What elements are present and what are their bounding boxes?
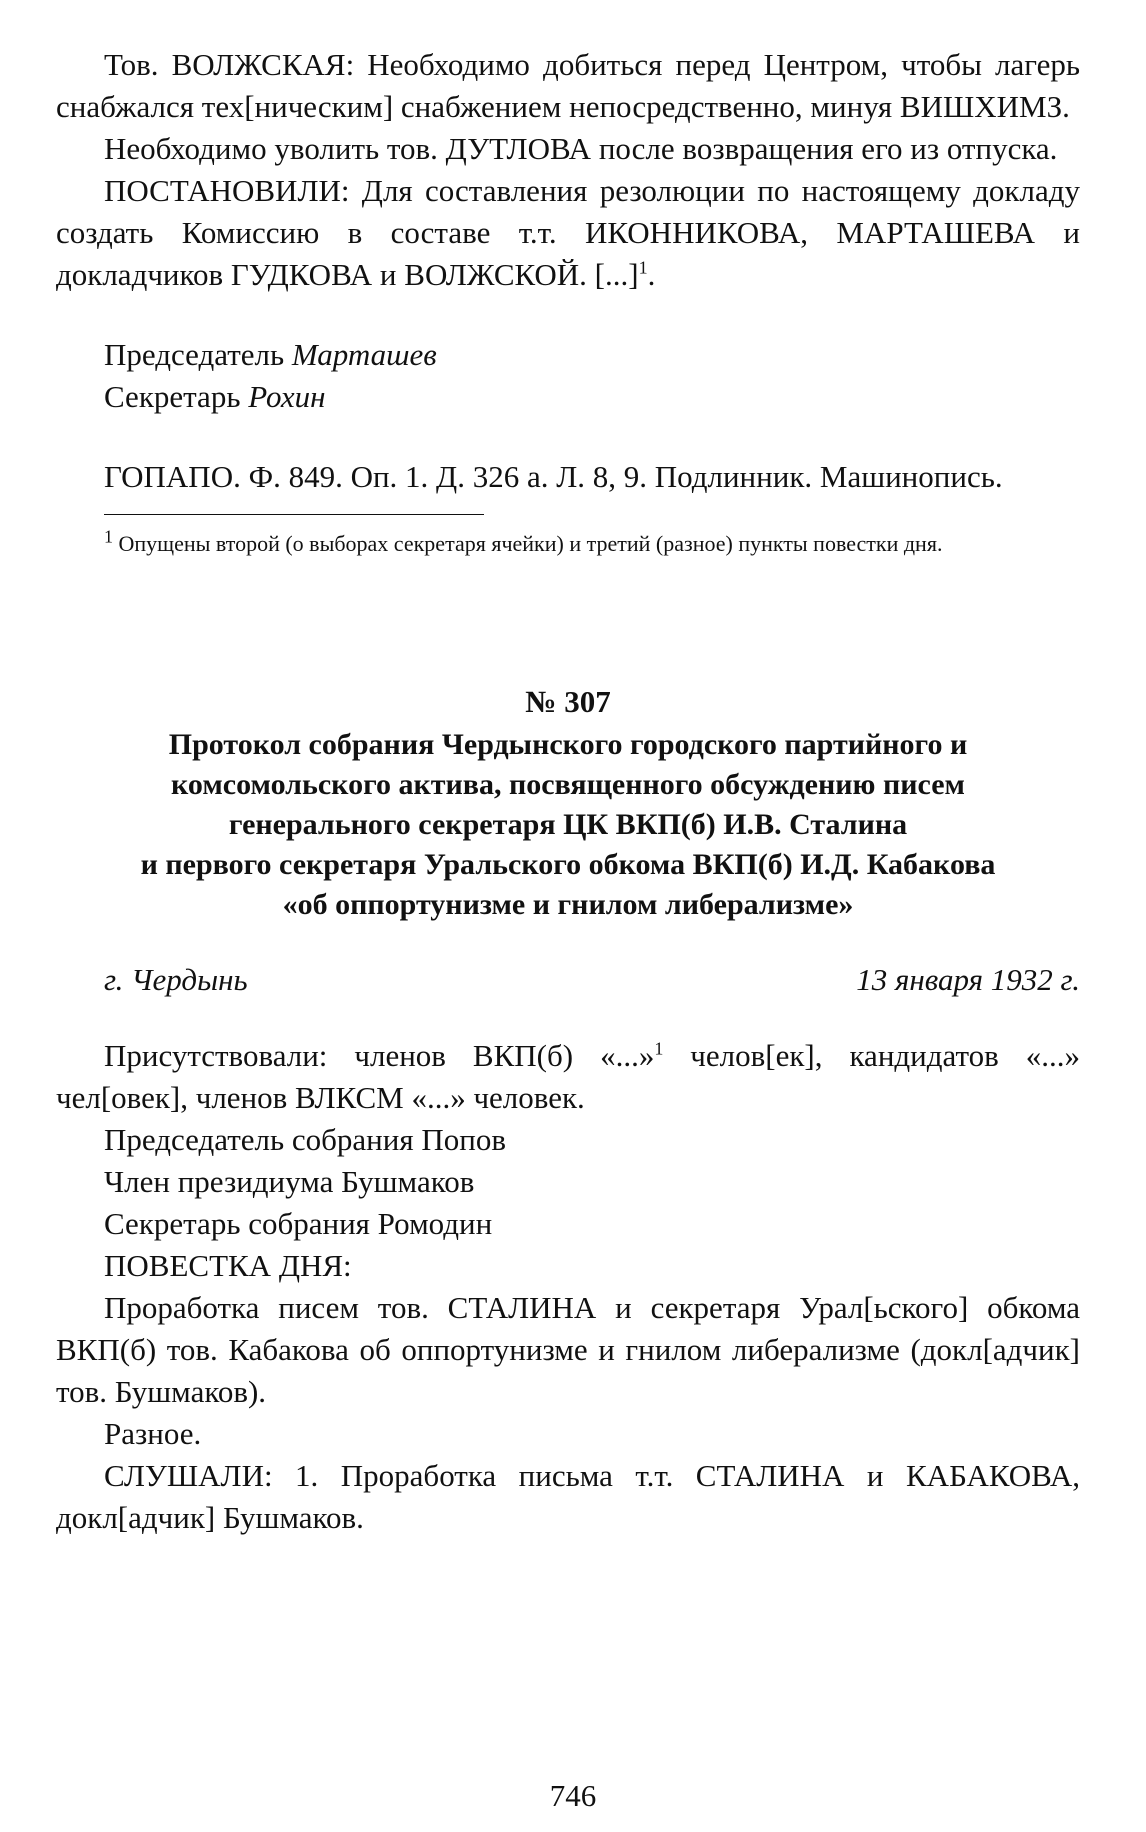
- document-date: 13 января 1932 г.: [856, 962, 1080, 997]
- attendance-b: челов[ек], кандидатов «...» чел[овек], членов ВЛКСМ «...» человек.: [56, 1038, 1081, 1115]
- secretary-name: Рохин: [248, 379, 326, 414]
- archive-reference: ГОПАПО. Ф. 849. Оп. 1. Д. 326 а. Л. 8, 9. Подлинник. Машинопись.: [104, 459, 1003, 494]
- agenda-label: ПОВЕСТКА ДНЯ:: [104, 1248, 352, 1283]
- paragraph-resolved: [56, 170, 1080, 296]
- document-page: [56, 44, 1080, 1539]
- footnote-1: [56, 526, 1080, 559]
- title-line-3: и первого секретаря Уральского обкома ВКП(б) И.Д. Кабакова: [140, 848, 996, 881]
- attendance-a: Присутствовали: членов ВКП(б) «...»: [104, 1038, 655, 1073]
- resolved-end: .: [647, 257, 656, 292]
- agenda-item-2: Разное.: [104, 1416, 202, 1451]
- attendance: [56, 1035, 1080, 1119]
- chair-label: Председатель: [104, 337, 285, 372]
- footnote-1-text: Опущены второй (о выборах секретаря ячейки) и третий (разное) пункты повестки дня.: [118, 531, 943, 556]
- protocol-body: [56, 1035, 1080, 1539]
- chair-name: Марташев: [291, 337, 437, 372]
- resolved-text: ПОСТАНОВИЛИ: Для составления резолюции по настоящему докладу создать Комиссию в составе т.т. ИКОННИКОВА, МАРТАШЕВА и докладчиков ГУДКОВА и ВОЛЖСКОЙ. [...]: [56, 173, 1080, 292]
- title-line-1: Протокол собрания Чердынского городского партийного и комсомольского актива, посвященного обсуждению писем: [168, 728, 968, 801]
- heard-item-1: СЛУШАЛИ: 1. Проработка письма т.т. СТАЛИНА и КАБАКОВА, докл[адчик] Бушмаков.: [56, 1458, 1080, 1535]
- secretary-signature: [56, 376, 1080, 418]
- presidium-member: Член президиума Бушмаков: [104, 1164, 475, 1199]
- title-line-4: «об оппортунизме и гнилом либерализме»: [282, 888, 854, 921]
- chair-signature: [56, 334, 1080, 376]
- document-number: № 307: [525, 684, 611, 719]
- signatures: [56, 334, 1080, 418]
- attendance-footnote-mark: 1: [654, 1038, 664, 1059]
- meeting-secretary: Секретарь собрания Ромодин: [104, 1206, 493, 1241]
- agenda-item-1: Проработка писем тов. СТАЛИНА и секретаря Урал[ьского] обкома ВКП(б) тов. Кабакова об оппортунизме и гнилом либерализме (докл[адчик] тов. Бушмаков).: [56, 1290, 1080, 1409]
- footnote-mark: 1: [638, 257, 648, 278]
- paragraph-volzhskaya: Тов. ВОЛЖСКАЯ: Необходимо добиться перед Центром, чтобы лагерь снабжался тех[ническим] снабжением непосредственно, минуя ВИШХИМЗ.: [56, 47, 1080, 124]
- meeting-chair: Председатель собрания Попов: [104, 1122, 506, 1157]
- footnote-divider: [104, 514, 484, 515]
- paragraph-dutlov: Необходимо уволить тов. ДУТЛОВА после возвращения его из отпуска.: [104, 131, 1058, 166]
- footnote-1-mark: 1: [104, 526, 113, 547]
- secretary-label: Секретарь: [104, 379, 241, 414]
- place-date-line: [56, 959, 1080, 1001]
- title-line-2: генерального секретаря ЦК ВКП(б) И.В. Сталина: [228, 808, 908, 841]
- footnote: [56, 526, 1080, 559]
- page-number: 746: [549, 1778, 597, 1813]
- document-place: г. Чердынь: [104, 962, 248, 997]
- document-title: [56, 725, 1080, 925]
- previous-protocol-end: [56, 44, 1080, 296]
